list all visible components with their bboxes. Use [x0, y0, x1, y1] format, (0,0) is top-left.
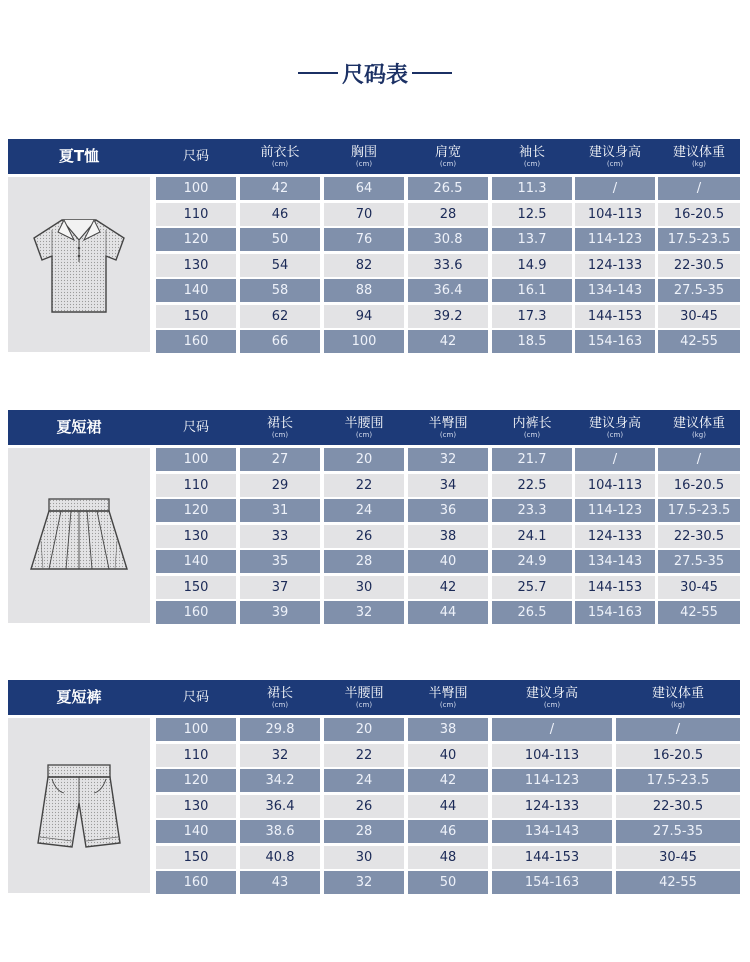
- table-cell: 31: [240, 499, 320, 522]
- column-label: 前衣长: [260, 144, 300, 160]
- table-cell: 27.5-35: [616, 820, 740, 843]
- table-cell: 44: [408, 601, 488, 624]
- table-row: [8, 177, 740, 200]
- table-cell: 27.5-35: [658, 279, 740, 302]
- column-header: [658, 139, 740, 174]
- table-cell: 39: [240, 601, 320, 624]
- table-cell: 17.5-23.5: [658, 228, 740, 251]
- column-label: 裙长: [266, 415, 293, 431]
- table-cell: 110: [156, 474, 236, 497]
- column-label: 建议身高: [588, 415, 641, 431]
- column-label: 半臀围: [428, 415, 468, 431]
- table-cell: 70: [324, 203, 404, 226]
- table-cell: 29: [240, 474, 320, 497]
- column-unit: (cm): [355, 430, 373, 439]
- column-header: [156, 680, 236, 715]
- column-label: 胸围: [350, 144, 377, 160]
- table-cell: 140: [156, 550, 236, 573]
- table-row: [8, 718, 740, 741]
- table-row: [8, 846, 740, 869]
- table-cell: 144-153: [575, 576, 655, 599]
- table-cell: 30-45: [658, 576, 740, 599]
- table-cell: 28: [324, 820, 404, 843]
- table-row: [8, 330, 740, 353]
- table-cell: 160: [156, 871, 236, 894]
- table-cell: 26: [324, 795, 404, 818]
- table-cell: 22: [324, 474, 404, 497]
- table-cell: 46: [240, 203, 320, 226]
- table-cell: 16-20.5: [616, 744, 740, 767]
- column-header: [408, 139, 488, 174]
- column-unit: (cm): [439, 430, 457, 439]
- table-cell: 42: [408, 769, 488, 792]
- table-cell: 12.5: [492, 203, 572, 226]
- table-cell: 17.3: [492, 305, 572, 328]
- table-cell: 114-123: [575, 228, 655, 251]
- table-cell: 36: [408, 499, 488, 522]
- column-label: 尺码: [182, 420, 209, 435]
- table-cell: 130: [156, 525, 236, 548]
- table-cell: 54: [240, 254, 320, 277]
- table-cell: 140: [156, 279, 236, 302]
- column-unit: (cm): [271, 159, 289, 168]
- table-row: [8, 871, 740, 894]
- table-cell: 22-30.5: [658, 254, 740, 277]
- table-cell: 130: [156, 254, 236, 277]
- table-cell: 37: [240, 576, 320, 599]
- column-header: [324, 139, 404, 174]
- table-cell: 134-143: [492, 820, 612, 843]
- column-label: 半腰围: [344, 415, 384, 431]
- column-unit: (cm): [439, 159, 457, 168]
- table-cell: 144-153: [575, 305, 655, 328]
- table-cell: 42: [240, 177, 320, 200]
- title-right-dash: [412, 72, 452, 74]
- column-label: 建议身高: [588, 144, 641, 160]
- column-unit: (kg): [692, 430, 706, 439]
- column-header: [492, 410, 572, 445]
- table-cell: /: [616, 718, 740, 741]
- table-cell: 27: [240, 448, 320, 471]
- column-unit: (kg): [671, 700, 685, 709]
- page-title-text: 尺码表: [341, 62, 408, 88]
- table-cell: 35: [240, 550, 320, 573]
- table-cell: 114-123: [575, 499, 655, 522]
- table-cell: 120: [156, 228, 236, 251]
- table-cell: 36.4: [408, 279, 488, 302]
- table-cell: 154-163: [492, 871, 612, 894]
- table-cell: 50: [408, 871, 488, 894]
- table-cell: 30: [324, 576, 404, 599]
- table-cell: 58: [240, 279, 320, 302]
- table-cell: 36.4: [240, 795, 320, 818]
- page-title: [0, 58, 750, 88]
- table-cell: 17.5-23.5: [616, 769, 740, 792]
- table-cell: 62: [240, 305, 320, 328]
- table-row: [8, 601, 740, 624]
- table-cell: 160: [156, 601, 236, 624]
- table-cell: /: [492, 718, 612, 741]
- table-cell: 16-20.5: [658, 203, 740, 226]
- table-cell: 21.7: [492, 448, 572, 471]
- table-cell: 124-133: [492, 795, 612, 818]
- column-unit: (cm): [439, 700, 457, 709]
- column-header: [492, 139, 572, 174]
- table-cell: 150: [156, 576, 236, 599]
- table-cell: 24: [324, 769, 404, 792]
- column-label: 尺码: [182, 149, 209, 164]
- table-row: [8, 254, 740, 277]
- column-unit: (cm): [523, 430, 541, 439]
- table-cell: 100: [156, 448, 236, 471]
- column-unit: (cm): [606, 430, 624, 439]
- table-cell: 29.8: [240, 718, 320, 741]
- table-cell: /: [575, 177, 655, 200]
- table-row: [8, 448, 740, 471]
- table-cell: 38: [408, 718, 488, 741]
- table-row: [8, 228, 740, 251]
- table-cell: 16-20.5: [658, 474, 740, 497]
- table-cell: 20: [324, 448, 404, 471]
- table-row: [8, 203, 740, 226]
- column-label: 袖长: [518, 144, 545, 160]
- table-row: [8, 499, 740, 522]
- column-header: [240, 410, 320, 445]
- table-cell: 94: [324, 305, 404, 328]
- column-header: [156, 139, 236, 174]
- garment-name: 夏短裤: [56, 688, 102, 706]
- column-unit: (cm): [271, 700, 289, 709]
- table-cell: 30: [324, 846, 404, 869]
- column-header: [616, 680, 740, 715]
- table-cell: 40: [408, 550, 488, 573]
- table-cell: 76: [324, 228, 404, 251]
- column-label: 半臀围: [428, 685, 468, 701]
- table-cell: /: [575, 448, 655, 471]
- table-cell: 50: [240, 228, 320, 251]
- table-cell: 43: [240, 871, 320, 894]
- column-header: [324, 680, 404, 715]
- column-header: [408, 680, 488, 715]
- table-row: [8, 576, 740, 599]
- table-cell: 24.1: [492, 525, 572, 548]
- table-cell: 66: [240, 330, 320, 353]
- column-header: [575, 139, 655, 174]
- column-unit: (cm): [355, 159, 373, 168]
- table-cell: 34: [408, 474, 488, 497]
- table-cell: 44: [408, 795, 488, 818]
- table-cell: 160: [156, 330, 236, 353]
- table-cell: 26: [324, 525, 404, 548]
- column-unit: (cm): [355, 700, 373, 709]
- table-cell: 120: [156, 769, 236, 792]
- column-header: [492, 680, 612, 715]
- column-label: 尺码: [182, 690, 209, 705]
- table-cell: 100: [324, 330, 404, 353]
- title-left-dash: [298, 72, 338, 74]
- table-cell: 134-143: [575, 550, 655, 573]
- table-cell: 30-45: [658, 305, 740, 328]
- table-cell: 42-55: [658, 330, 740, 353]
- table-cell: 140: [156, 820, 236, 843]
- table-cell: 104-113: [492, 744, 612, 767]
- table-cell: 22.5: [492, 474, 572, 497]
- table-cell: 104-113: [575, 203, 655, 226]
- table-cell: 33.6: [408, 254, 488, 277]
- table-cell: 22: [324, 744, 404, 767]
- table-row: [8, 474, 740, 497]
- column-unit: (cm): [523, 159, 541, 168]
- table-cell: 150: [156, 305, 236, 328]
- column-header: [240, 139, 320, 174]
- column-unit: (cm): [543, 700, 561, 709]
- table-cell: 154-163: [575, 330, 655, 353]
- table-cell: 32: [324, 601, 404, 624]
- table-cell: 124-133: [575, 254, 655, 277]
- column-label: 内裤长: [512, 415, 552, 431]
- table-cell: 20: [324, 718, 404, 741]
- table-cell: 38.6: [240, 820, 320, 843]
- table-cell: 110: [156, 203, 236, 226]
- table-cell: 27.5-35: [658, 550, 740, 573]
- table-cell: 32: [240, 744, 320, 767]
- table-cell: 104-113: [575, 474, 655, 497]
- table-cell: 11.3: [492, 177, 572, 200]
- column-unit: (cm): [271, 430, 289, 439]
- table-cell: 110: [156, 744, 236, 767]
- column-label: 半腰围: [344, 685, 384, 701]
- table-cell: 39.2: [408, 305, 488, 328]
- table-row: [8, 279, 740, 302]
- table-cell: 26.5: [492, 601, 572, 624]
- table-cell: 42-55: [616, 871, 740, 894]
- table-cell: 134-143: [575, 279, 655, 302]
- column-label: 肩宽: [434, 144, 461, 160]
- table-row: [8, 305, 740, 328]
- table-cell: 42-55: [658, 601, 740, 624]
- table-row: [8, 769, 740, 792]
- column-header: [408, 410, 488, 445]
- table-row: [8, 795, 740, 818]
- table-cell: 30-45: [616, 846, 740, 869]
- table-header: [8, 139, 740, 174]
- table-cell: 24.9: [492, 550, 572, 573]
- table-cell: 100: [156, 718, 236, 741]
- table-cell: 82: [324, 254, 404, 277]
- table-cell: 150: [156, 846, 236, 869]
- table-header: [8, 680, 740, 715]
- column-header: [658, 410, 740, 445]
- column-header: [240, 680, 320, 715]
- table-cell: 24: [324, 499, 404, 522]
- table-cell: 23.3: [492, 499, 572, 522]
- table-cell: 124-133: [575, 525, 655, 548]
- garment-name: 夏T恤: [58, 147, 100, 165]
- table-cell: 32: [408, 448, 488, 471]
- table-row: [8, 525, 740, 548]
- table-cell: 114-123: [492, 769, 612, 792]
- table-cell: 34.2: [240, 769, 320, 792]
- table-cell: 46: [408, 820, 488, 843]
- table-header: [8, 410, 740, 445]
- table-cell: 64: [324, 177, 404, 200]
- table-cell: 30.8: [408, 228, 488, 251]
- column-label: 裙长: [266, 685, 293, 701]
- table-cell: 130: [156, 795, 236, 818]
- table-cell: 40.8: [240, 846, 320, 869]
- table-cell: 26.5: [408, 177, 488, 200]
- table-cell: 38: [408, 525, 488, 548]
- table-cell: 16.1: [492, 279, 572, 302]
- table-cell: 22-30.5: [616, 795, 740, 818]
- table-row: [8, 744, 740, 767]
- column-label: 建议身高: [525, 685, 578, 701]
- column-header: [156, 410, 236, 445]
- garment-name: 夏短裙: [56, 418, 102, 436]
- table-cell: 14.9: [492, 254, 572, 277]
- table-cell: 40: [408, 744, 488, 767]
- column-header: [324, 410, 404, 445]
- column-label: 建议体重: [672, 415, 725, 431]
- column-label: 建议体重: [651, 685, 704, 701]
- table-row: [8, 820, 740, 843]
- column-header: [575, 410, 655, 445]
- table-cell: 17.5-23.5: [658, 499, 740, 522]
- table-cell: 25.7: [492, 576, 572, 599]
- table-row: [8, 550, 740, 573]
- table-cell: 144-153: [492, 846, 612, 869]
- table-cell: 28: [408, 203, 488, 226]
- table-cell: 22-30.5: [658, 525, 740, 548]
- table-cell: 88: [324, 279, 404, 302]
- table-cell: 28: [324, 550, 404, 573]
- table-cell: 120: [156, 499, 236, 522]
- table-cell: 42: [408, 576, 488, 599]
- column-unit: (cm): [606, 159, 624, 168]
- table-cell: /: [658, 177, 740, 200]
- table-cell: 13.7: [492, 228, 572, 251]
- column-unit: (kg): [692, 159, 706, 168]
- table-cell: 42: [408, 330, 488, 353]
- column-label: 建议体重: [672, 144, 725, 160]
- table-cell: 33: [240, 525, 320, 548]
- table-cell: 154-163: [575, 601, 655, 624]
- table-cell: 100: [156, 177, 236, 200]
- table-cell: 18.5: [492, 330, 572, 353]
- table-cell: 32: [324, 871, 404, 894]
- table-cell: /: [658, 448, 740, 471]
- table-cell: 48: [408, 846, 488, 869]
